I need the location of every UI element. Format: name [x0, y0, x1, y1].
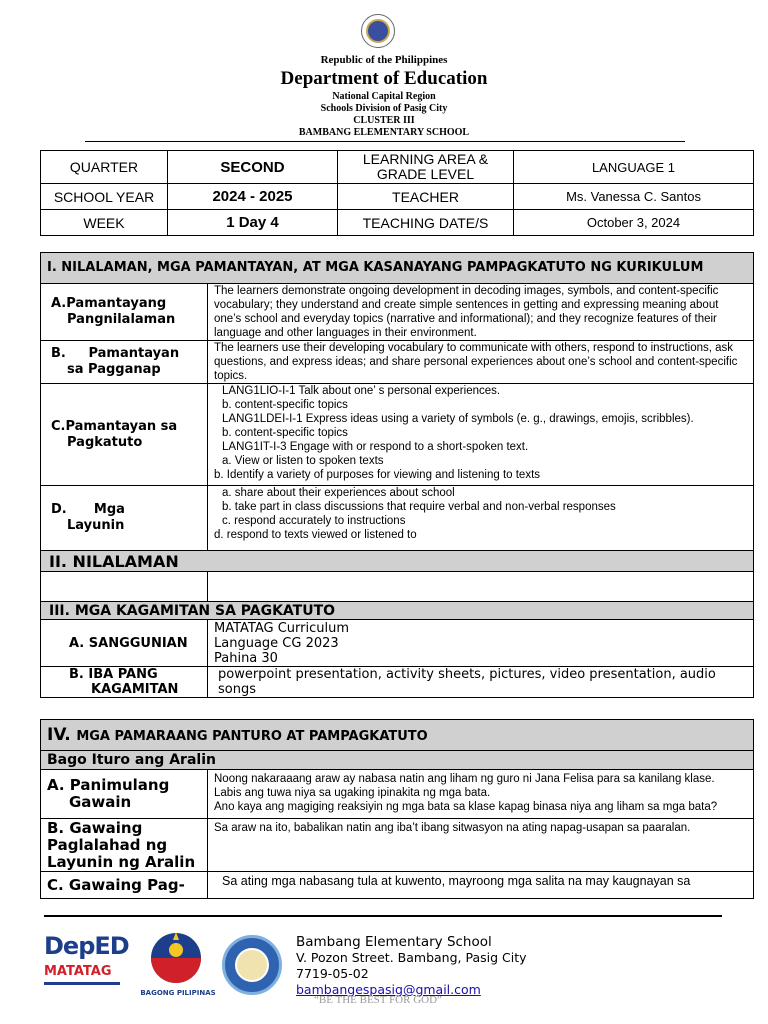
teacher-value: Ms. Vanessa C. Santos: [514, 184, 754, 210]
bagong-pilipinas-text: BAGONG PILIPINAS: [140, 989, 216, 997]
cluster-text: CLUSTER III: [353, 115, 415, 126]
area-value: LANGUAGE 1: [514, 151, 754, 184]
content-label-cell: [41, 572, 208, 602]
division-text: Schools Division of Pasig City: [320, 103, 448, 114]
content-standard-label: A.Pamantayang Pangnilalaman: [41, 284, 208, 341]
week-value: 1 Day 4: [168, 210, 338, 236]
activity-c-text: Sa ating mga nabasang tula at kuwento, mayroong mga salita na may kaugnayan sa: [208, 872, 754, 899]
section2-title: II. NILALAMAN: [41, 551, 754, 572]
introductory-activity-label: A. Panimulang Gawain: [41, 770, 208, 819]
date-value: October 3, 2024: [514, 210, 754, 236]
section3-title: III. MGA KAGAMITAN SA PAGKATUTO: [41, 602, 754, 620]
header-rule: [85, 141, 685, 142]
performance-standard-label: B. Pamantayan sa Pagganap: [41, 341, 208, 384]
republic-text: Republic of the Philippines: [320, 54, 448, 66]
school-text: BAMBANG ELEMENTARY SCHOOL: [298, 127, 470, 138]
footer-address: V. Pozon Street. Bambang, Pasig City: [296, 950, 527, 965]
performance-standard-text: The learners use their developing vocabulary to communicate with others, respond to instructions, ask questions, and express ideas; and share personal experiences about one’s school and content-specific topics.: [208, 341, 754, 384]
references-list: MATATAG Curriculum Language CG 2023 Pahina 30: [208, 620, 754, 667]
footer-email-link[interactable]: bambangespasig@gmail.com: [296, 982, 481, 997]
other-materials-label: B. IBA PANG KAGAMITAN: [41, 667, 208, 698]
footer-phone: 7719-05-02: [296, 966, 369, 981]
deped-matatag-logo: [44, 932, 129, 992]
meta-table: [40, 150, 754, 236]
curriculum-table: [40, 252, 754, 698]
bagong-pilipinas-logo: [138, 928, 218, 996]
teacher-label: TEACHER: [338, 184, 514, 210]
activity-c-label: C. Gawaing Pag-: [41, 872, 208, 899]
other-materials-text: powerpoint presentation, activity sheets, pictures, video presentation, audio songs: [208, 667, 754, 698]
region-text: National Capital Region: [332, 91, 436, 102]
section4-title: IV. MGA PAMARAANG PANTURO AT PAMPAGKATUTO: [41, 720, 754, 751]
footer-motto: “BE THE BEST FOR GOD”: [314, 994, 442, 1006]
deped-seal-icon: [361, 14, 395, 48]
objective-activity-text: Sa araw na ito, babalikan natin ang iba’t ibang sitwasyon na ating napag-usapan sa paaralan.: [208, 819, 754, 872]
references-label: A. SANGGUNIAN: [41, 620, 208, 667]
introductory-activity-text: Noong nakaraaang araw ay nabasa natin ang liham ng guro ni Jana Felisa para sa kanilang klase. Labis ang tuwa niya sa ugaking ipinakita ng mga bata. Ano kaya ang magiging reaksiyin ng mga bata sa klase kapag binasa niya ang liham sa mga bata?: [208, 770, 754, 819]
objectives-list: a. share about their experiences about school b. take part in class discussions that require verbal and non-verbal responses c. respond accurately to instructions d. respond to texts viewed or listened to: [208, 486, 754, 551]
bagong-pilipinas-emblem-icon: [138, 928, 218, 984]
school-seal-icon: [222, 935, 282, 995]
week-label: WEEK: [41, 210, 168, 236]
footer-rule: [44, 915, 722, 917]
footer-contact: [296, 934, 527, 998]
footer-school-name: Bambang Elementary School: [296, 934, 492, 950]
objectives-label: D. Mga Layunin: [41, 486, 208, 551]
learning-competency-label: C.Pamantayan sa Pagkatuto: [41, 384, 208, 486]
quarter-value: SECOND: [168, 151, 338, 184]
department-text: Department of Education: [280, 68, 488, 89]
learning-competency-list: LANG1LIO-I-1 Talk about one’ s personal experiences. b. content-specific topics LANG1LDEI-I-1 Express ideas using a variety of symbols (e. g., drawings, emojis, scribbles). b. content-specific topics LANG1IT-I-3 Engage with or respond to a short-spoken text. a. View or listen to spoken texts b. Identify a variety of purposes for viewing and listening to texts: [208, 384, 754, 486]
date-label: TEACHING DATE/S: [338, 210, 514, 236]
year-value: 2024 - 2025: [168, 184, 338, 210]
section1-title: I. NILALAMAN, MGA PAMANTAYAN, AT MGA KASANAYANG PAMPAGKATUTO NG KURIKULUM: [41, 253, 754, 284]
procedures-table: [40, 719, 754, 899]
content-standard-text: The learners demonstrate ongoing development in decoding images, symbols, and content-specific vocabulary; they understand and create simple sentences in getting and expressing meaning about one’s school and everyday topics (narrative and informational); and they recognize features of their language and other languages in their environment.: [208, 284, 754, 341]
objective-activity-label: B. Gawaing Paglalahad ng Layunin ng Aralin: [41, 819, 208, 872]
matatag-logo-text: MATATAG: [44, 964, 112, 979]
section4-subtitle: Bago Ituro ang Aralin: [41, 751, 754, 770]
year-label: SCHOOL YEAR: [41, 184, 168, 210]
deped-logo-text: DepED: [44, 932, 129, 960]
area-label: LEARNING AREA & GRADE LEVEL: [338, 151, 514, 184]
content-value-cell: [208, 572, 754, 602]
quarter-label: QUARTER: [41, 151, 168, 184]
